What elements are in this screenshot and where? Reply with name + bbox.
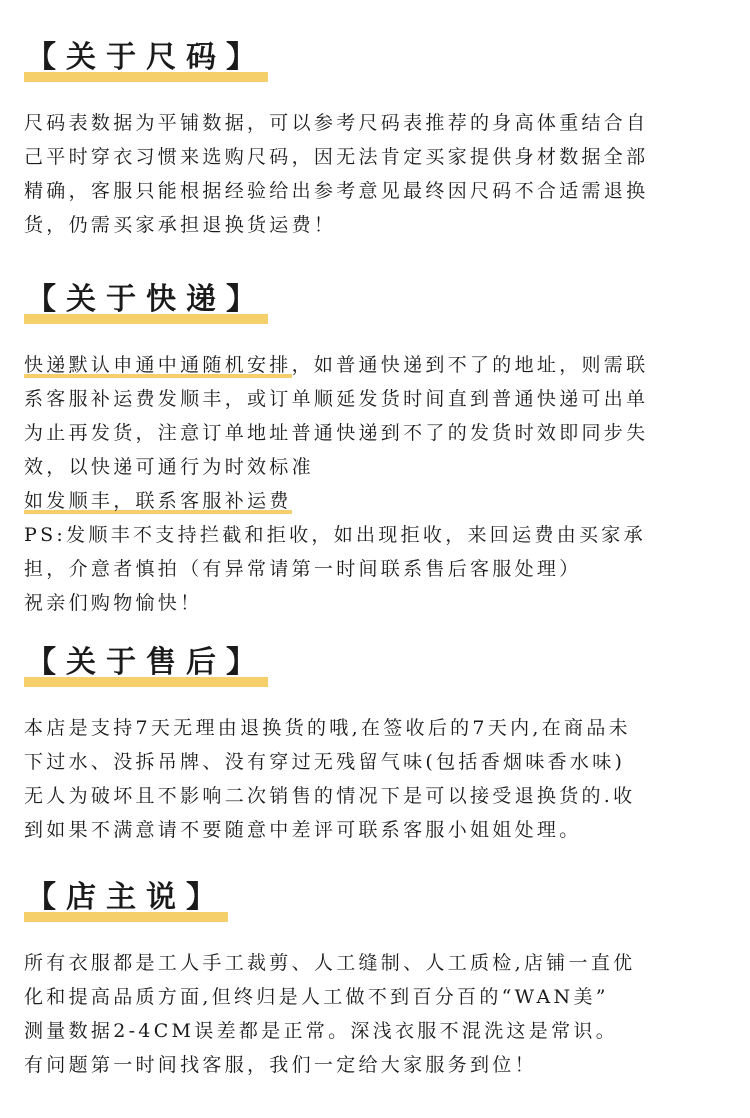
shunfeng-highlight: 如发顺丰，联系客服补运费 [24,490,292,512]
size-line: 货，仍需买家承担退换货运费！ [24,214,337,236]
size-line: 精确，客服只能根据经验给出参考意见最终因尺码不合适需退换 [24,180,649,202]
owner-heading: 【店主说】 [24,878,228,918]
shipping-line: 祝亲们购物愉快！ [24,592,203,614]
shipping-paragraph [24,348,724,620]
shipping-line [24,484,724,518]
shipping-line: 为止再发货，注意订单地址普通快递到不了的发货时效即同步失 [24,422,649,444]
aftersale-section [24,643,724,847]
shipping-line: 效，以快递可通行为时效标准 [24,456,314,478]
owner-line: 测量数据2-4CM误差都是正常。深浅衣服不混洗这是常识。 [24,1020,618,1042]
size-heading: 【关于尺码】 [24,38,268,78]
aftersale-line: 无人为破坏且不影响二次销售的情况下是可以接受退换货的.收 [24,785,636,807]
aftersale-line: 本店是支持7天无理由退换货的哦,在签收后的7天内,在商品未 [24,717,631,739]
owner-line: 所有衣服都是工人手工裁剪、人工缝制、人工质检,店铺一直优 [24,952,636,974]
owner-line: 有问题第一时间找客服，我们一定给大家服务到位！ [24,1054,537,1076]
aftersale-line: 到如果不满意请不要随意中差评可联系客服小姐姐处理。 [24,819,582,841]
aftersale-line: 下过水、没拆吊牌、没有穿过无残留气味(包括香烟味香水味) [24,751,626,773]
shipping-heading: 【关于快递】 [24,280,268,320]
owner-section [24,878,724,1082]
shipping-default-highlight: 快递默认申通中通随机安排 [24,354,292,376]
shipping-line: 系客服补运费发顺丰，或订单顺延发货时间直到普通快递可出单 [24,388,649,410]
shipping-line: 担，介意者慎拍（有异常请第一时间联系售后客服处理） [24,558,582,580]
owner-line: 化和提高品质方面,但终归是人工做不到百分百的“WAN美” [24,986,609,1008]
owner-paragraph [24,946,724,1082]
size-line: 尺码表数据为平铺数据，可以参考尺码表推荐的身高体重结合自 [24,112,649,134]
shipping-line: PS:发顺丰不支持拦截和拒收，如出现拒收，来回运费由买家承 [24,524,646,546]
size-paragraph [24,106,724,242]
aftersale-heading: 【关于售后】 [24,643,268,683]
shipping-section [24,280,724,620]
aftersale-paragraph [24,711,724,847]
size-section [24,38,724,242]
shipping-line: 快递默认申通中通随机安排，如普通快递到不了的地址，则需联 [24,354,649,376]
size-line: 己平时穿衣习惯来选购尺码，因无法肯定买家提供身材数据全部 [24,146,649,168]
